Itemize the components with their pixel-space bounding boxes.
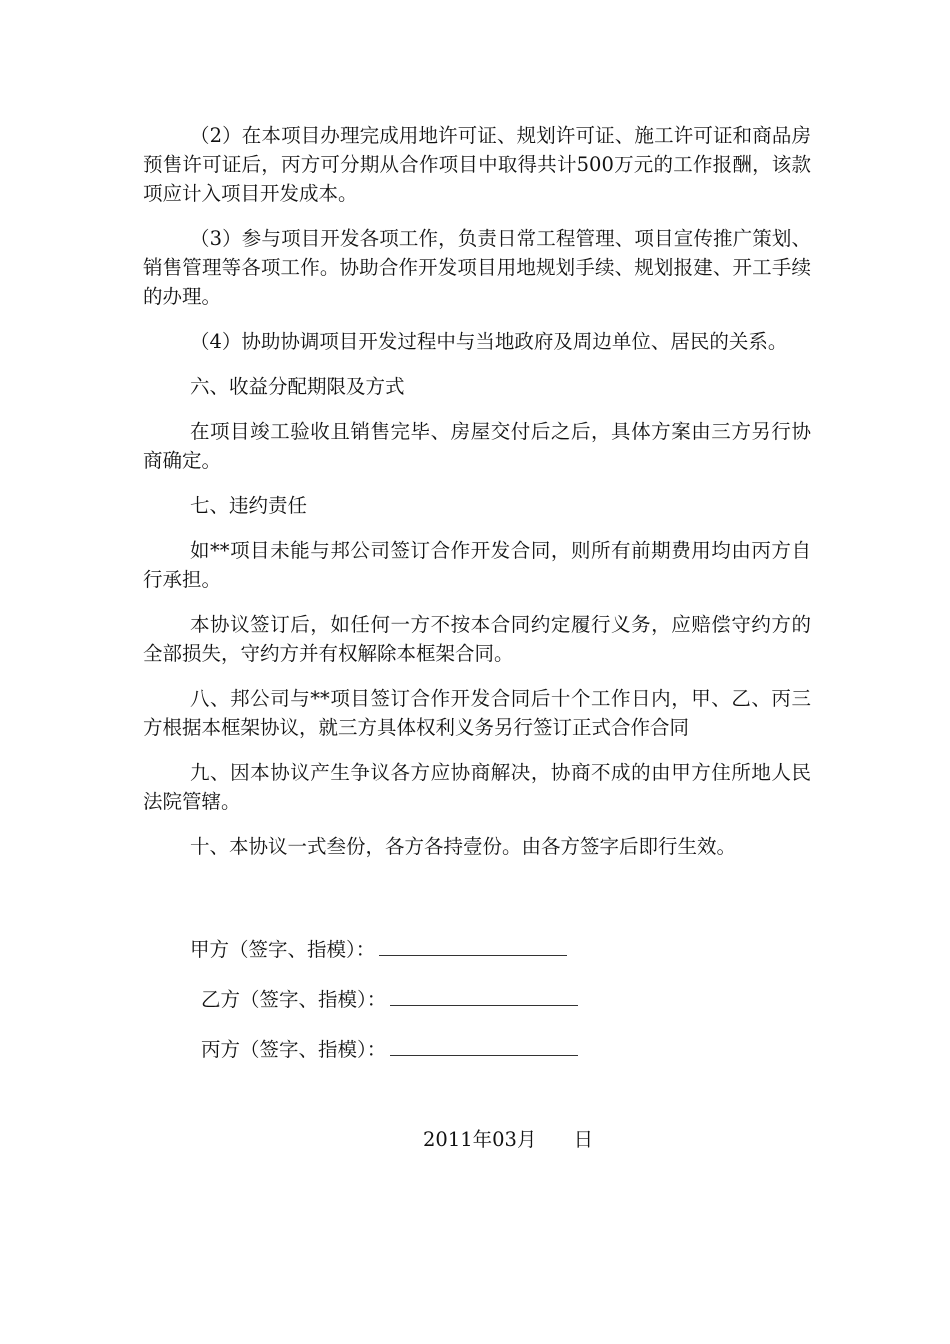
signature-line-party-a (190, 935, 567, 965)
paragraph-item-4: （4）协助协调项目开发过程中与当地政府及周边单位、居民的关系。 (190, 330, 788, 353)
paragraph-clause-8: 八、邦公司与**项目签订合作开发合同后十个工作日内，甲、乙、丙三方根据本框架协议，就三方具体权利义务另行签订正式合作合同 (143, 687, 811, 739)
paragraph-breach-1: 如**项目未能与邦公司签订合作开发合同，则所有前期费用均由丙方自行承担。 (143, 539, 811, 591)
paragraph-breach-2: 本协议签订后，如任何一方不按本合同约定履行义务，应赔偿守约方的全部损失，守约方并有权解除本框架合同。 (143, 613, 811, 665)
paragraph-clause-10: 十、本协议一式叁份，各方各持壹份。由各方签字后即行生效。 (190, 835, 737, 858)
section-heading-profit-distribution: 六、收益分配期限及方式 (190, 375, 405, 398)
signature-blank-party-a[interactable] (379, 935, 567, 956)
signature-label-party-a: 甲方（签字、指模）： (190, 938, 376, 961)
signature-line-party-c (201, 1035, 578, 1065)
paragraph-clause-9: 九、因本协议产生争议各方应协商解决，协商不成的由甲方住所地人民法院管辖。 (143, 761, 811, 813)
signature-label-party-b: 乙方（签字、指模）： (201, 988, 387, 1011)
signature-blank-party-b[interactable] (390, 985, 578, 1006)
paragraph-item-3: （3）参与项目开发各项工作，负责日常工程管理、项目宣传推广策划、销售管理等各项工作。协助合作开发项目用地规划手续、规划报建、开工手续的办理。 (143, 227, 811, 308)
signature-line-party-b (201, 985, 578, 1015)
paragraph-item-2: （2）在本项目办理完成用地许可证、规划许可证、施工许可证和商品房预售许可证后，丙方可分期从合作项目中取得共计500万元的工作报酬，该款项应计入项目开发成本。 (143, 124, 811, 205)
signature-label-party-c: 丙方（签字、指模）： (201, 1038, 387, 1061)
signature-blank-party-c[interactable] (390, 1035, 578, 1056)
section-heading-breach-liability: 七、违约责任 (190, 494, 308, 517)
paragraph-profit-distribution: 在项目竣工验收且销售完毕、房屋交付后之后，具体方案由三方另行协商确定。 (143, 420, 811, 472)
document-body (143, 121, 811, 877)
signing-date: 2011年03月 日 (423, 1128, 594, 1151)
